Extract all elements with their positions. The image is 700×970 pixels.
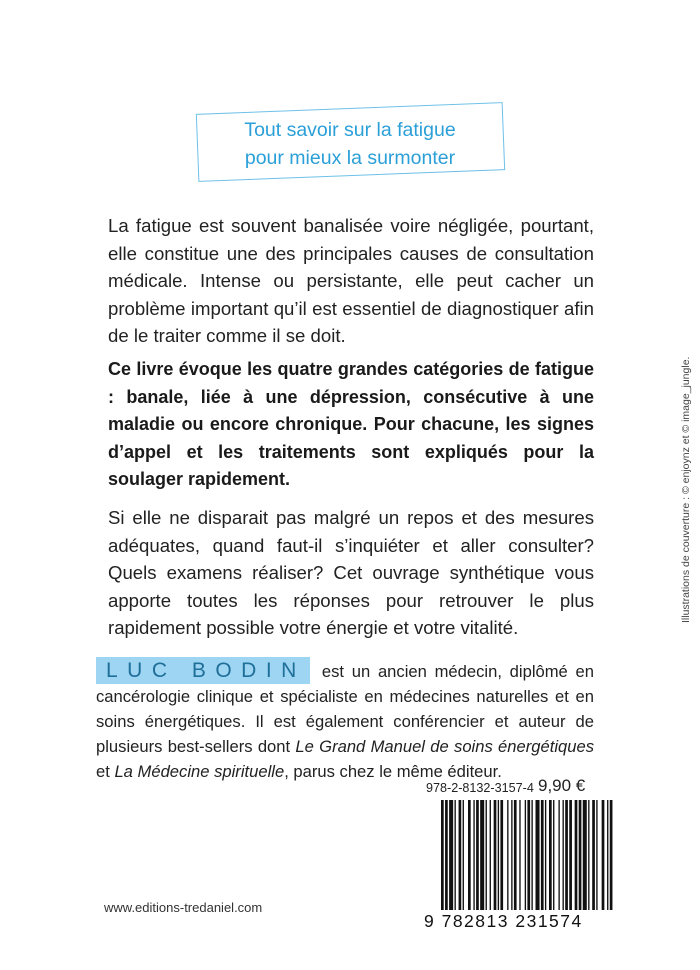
price: 9,90 € [538, 776, 586, 795]
barcode-bar [463, 800, 464, 910]
author-bio-text-1: est un ancien médecin, diplômé en cancérologie clinique et spécialiste en médecines naturelles et en soins énergétiques. Il est également conférencier et auteur de plusieurs best-sellers dont [96, 662, 594, 756]
barcode-bar [575, 800, 578, 910]
barcode-bar [494, 800, 497, 910]
barcode-bar [459, 800, 462, 910]
barcode-bar [514, 800, 517, 910]
barcode-bar [579, 800, 582, 910]
barcode-bar [480, 800, 484, 910]
barcode-bar [610, 800, 613, 910]
barcode-bar [553, 800, 554, 910]
barcode-bar [441, 800, 444, 910]
barcode-bar [519, 800, 520, 910]
barcode-bar [536, 800, 540, 910]
barcode-bar [490, 800, 491, 910]
barcode-bar [473, 800, 474, 910]
barcode-bar [592, 800, 595, 910]
barcode-bar [531, 800, 532, 910]
book-title-2: La Médecine spirituelle [114, 762, 285, 781]
author-bio-text-3: , parus chez le même éditeur. [284, 762, 502, 781]
tagline-line-1: Tout savoir sur la fatigue [244, 119, 456, 141]
intro-paragraph: La fatigue est souvent banalisée voire négligée, pourtant, elle constitue une des principales causes de consultation médicale. Intense ou persistante, elle peut cacher un problème important qu’il est essentiel de diagnostiquer afin de le traiter comme il se doit. [108, 215, 594, 346]
isbn: 978-2-8132-3157-4 [426, 781, 534, 795]
barcode-bar [549, 800, 552, 910]
barcode-bar [445, 800, 448, 910]
closing-paragraph: Si elle ne disparait pas malgré un repos et des mesures adéquates, quand faut-il s’inquiéter et aller consulter? Quels examens réaliser? Cet ouvrage synthétique vous apporte toutes les réponses pour retrouver le plus rapidement possible votre énergie et votre vitalité. [108, 507, 594, 638]
barcode [439, 800, 613, 910]
barcode-number: 9 782813 231574 [424, 911, 583, 931]
barcode-bar [527, 800, 530, 910]
tagline [170, 116, 530, 172]
summary-paragraph: Ce livre évoque les quatre grandes catégories de fatigue : banale, liée à une dépression, consécutive à une maladie ou encore chronique. Pour chacune, les signes d’appel et les traitements sont expliqués pour la soulager rapidement. [108, 359, 594, 489]
barcode-bar [468, 800, 471, 910]
barcode-bar [565, 800, 568, 910]
barcode-bar [449, 800, 453, 910]
barcode-bar [511, 800, 512, 910]
barcode-bar [602, 800, 605, 910]
barcode-bar [588, 800, 589, 910]
barcode-bar [583, 800, 587, 910]
barcode-bar [525, 800, 526, 910]
barcode-bar [569, 800, 572, 910]
barcode-bar [563, 800, 564, 910]
author-name: LUC BODIN [96, 657, 310, 684]
cover-credits: Illustrations de couverture : © enjoynz et © image_jungle. [680, 356, 692, 623]
barcode-bar [596, 800, 597, 910]
barcode-bar [476, 800, 479, 910]
publisher-website[interactable]: www.editions-tredaniel.com [104, 900, 263, 915]
barcode-bar [541, 800, 544, 910]
barcode-bar [455, 800, 456, 910]
author-bio-text-2: et [96, 762, 115, 781]
barcode-bar [507, 800, 508, 910]
barcode-bar [498, 800, 499, 910]
barcode-bar [500, 800, 503, 910]
barcode-bar [607, 800, 608, 910]
tagline-line-2: pour mieux la surmonter [244, 147, 456, 169]
author-bio [96, 657, 594, 784]
barcode-bar [486, 800, 487, 910]
barcode-bar [545, 800, 546, 910]
book-title-1: Le Grand Manuel de soins énergétiques [295, 737, 595, 756]
barcode-bar [558, 800, 559, 910]
